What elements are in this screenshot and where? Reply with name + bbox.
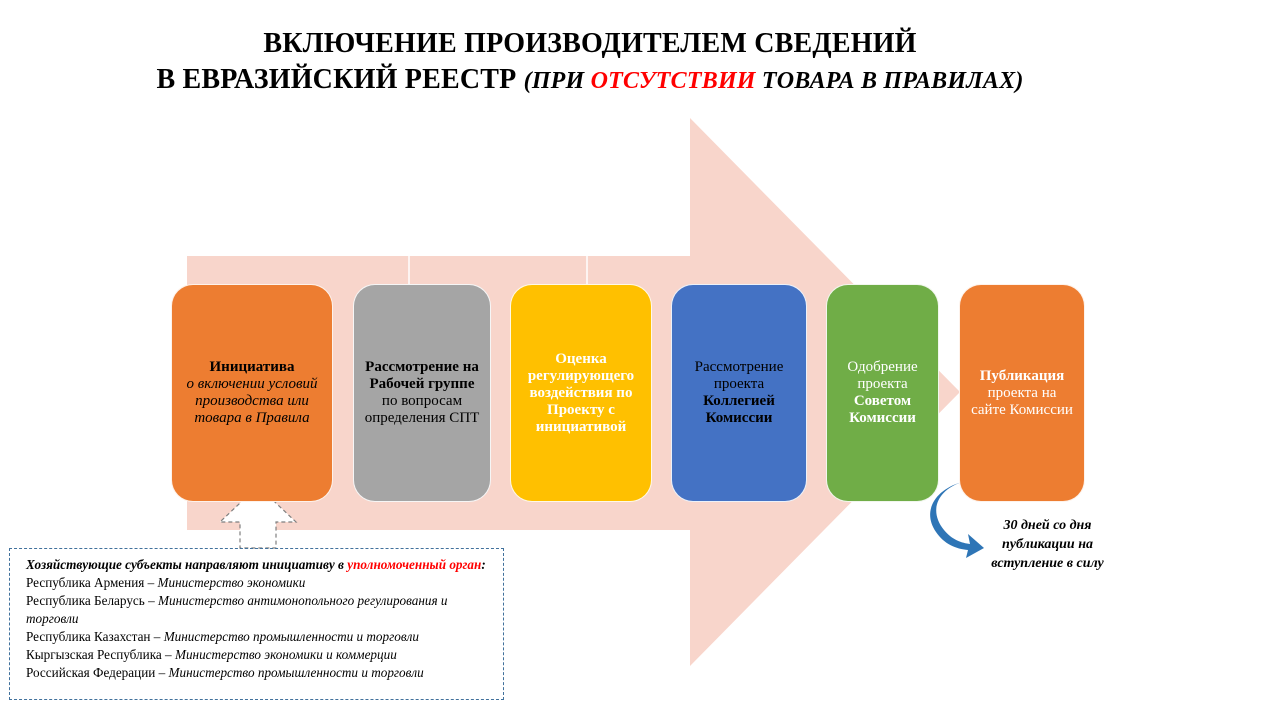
- note-ministry: Министерство экономики: [157, 575, 306, 590]
- note-lead-red: уполномоченный орган: [347, 557, 482, 572]
- step-6-bold: Публикация: [979, 367, 1065, 384]
- title-paren-close: ТОВАРА В ПРАВИЛАХ): [755, 68, 1024, 94]
- note-lead-prefix: Хозяйствующие субъекты направляют инициативу в: [26, 557, 348, 572]
- note-ministry: Министерство антимонопольного регулирования и торговли: [26, 593, 448, 626]
- step-1-text: о включении условий производства или товара в Правила: [186, 376, 318, 426]
- note-ministry: Министерство промышленности и торговли: [168, 665, 424, 680]
- note-country: Республика Беларусь –: [26, 593, 158, 608]
- step-working-group: [353, 284, 491, 502]
- step-1-bold: Инициатива: [209, 359, 295, 375]
- title-paren-red: ОТСУТСТВИИ: [590, 68, 756, 94]
- note-lead-suffix: :: [481, 557, 486, 572]
- step-regulatory-assessment: [510, 284, 652, 502]
- entry-into-force-note: 30 дней со дня публикации на вступление в силу: [991, 518, 1104, 571]
- step-5-bold: Советом Комиссии: [849, 393, 916, 426]
- note-lead: [26, 556, 495, 574]
- note-country: Российская Федерации –: [26, 665, 169, 680]
- title-line-2: [0, 62, 1180, 99]
- step-4-text: Рассмотрение проекта: [694, 359, 784, 392]
- step-3-bold: Оценка регулирующего воздействия по Проекту с инициативой: [527, 350, 635, 435]
- note-country-row: [26, 628, 495, 646]
- note-country-row: [26, 646, 495, 664]
- page-title: [0, 26, 1180, 99]
- note-country-row: [26, 592, 495, 628]
- step-publication: [959, 284, 1085, 502]
- note-ministry: Министерство промышленности и торговли: [163, 629, 419, 644]
- title-line-2-main: В ЕВРАЗИЙСКИЙ РЕЕСТР: [156, 64, 524, 95]
- title-line-1: ВКЛЮЧЕНИЕ ПРОИЗВОДИТЕЛЕМ СВЕДЕНИЙ: [263, 28, 917, 59]
- authorities-note: [9, 548, 504, 700]
- note-country-row: [26, 574, 495, 592]
- step-2-bold: Рассмотрение на Рабочей группе: [365, 359, 479, 392]
- note-country: Кыргызская Республика –: [26, 647, 175, 662]
- title-paren-open: (ПРИ: [523, 68, 591, 94]
- step-initiative: [171, 284, 333, 502]
- note-ministry: Министерство экономики и коммерции: [174, 647, 397, 662]
- step-6-text: проекта на сайте Комиссии: [971, 384, 1073, 418]
- note-country: Республика Казахстан –: [26, 629, 164, 644]
- step-2-text: по вопросам определения СПТ: [364, 393, 480, 426]
- step-4-bold: Коллегией Комиссии: [703, 393, 775, 426]
- note-country: Республика Армения –: [26, 575, 158, 590]
- step-board-review: [671, 284, 807, 502]
- step-council-approval: [826, 284, 939, 502]
- note-country-row: [26, 664, 495, 682]
- step-5-text: Одобрение проекта: [847, 359, 918, 392]
